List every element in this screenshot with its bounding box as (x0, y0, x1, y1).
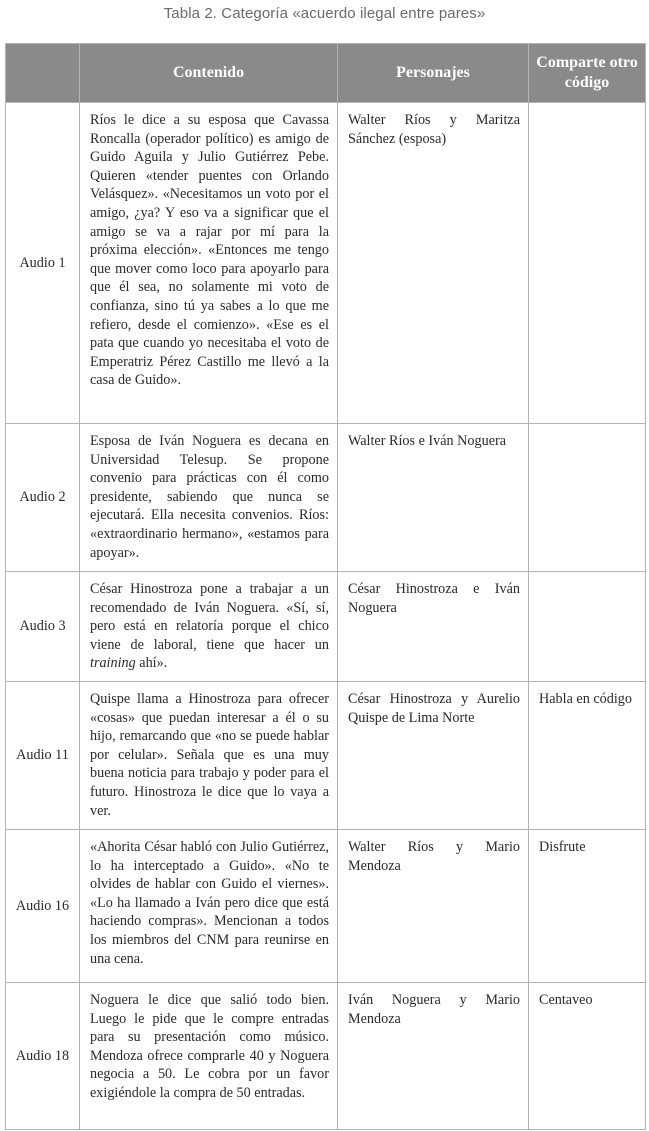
personajes-cell: Walter Ríos y Mario Mendoza (338, 830, 529, 983)
contenido-cell: «Ahorita César habló con Julio Gutiérrez, lo ha interceptado a Guido». «No te olvides de hablar con Guido el viernes». «Lo ha llamado a Iván pero dice que está haciendo compras». Mencionan a todos los miembros del CNM para reunirse en una cena. (80, 830, 338, 983)
contenido-cell: Quispe llama a Hinostroza para ofrecer «cosas» que puedan interesar a él o su hijo, remarcando que «no se puede hablar por celular». Señala que es una muy buena noticia para trabajo y poder para el futuro. Hinostroza le dice que lo vaya a ver. (80, 682, 338, 830)
table-row (6, 682, 646, 830)
personajes-cell: César Hinostroza y Aurelio Quispe de Lima Norte (338, 682, 529, 830)
table-row (6, 103, 646, 424)
contenido-cell (80, 572, 338, 682)
contenido-italic-text: training (90, 655, 136, 672)
table-row (6, 983, 646, 1130)
header-personajes: Personajes (338, 44, 529, 103)
header-contenido: Contenido (80, 44, 338, 103)
table-header-row (6, 44, 646, 103)
codigo-cell (529, 572, 646, 682)
codigo-cell: Habla en código (529, 682, 646, 830)
contenido-cell: Noguera le dice que salió todo bien. Luego le pide que le compre entradas para su presentación como músico. Mendoza ofrece comprarle 40 y Noguera negocia a 50. Le cobra por un favor exigiéndole la compra de 50 entradas. (80, 983, 338, 1130)
audio-cell: Audio 11 (6, 682, 80, 830)
audio-cell: Audio 16 (6, 830, 80, 983)
audio-cell: Audio 18 (6, 983, 80, 1130)
contenido-cell: Ríos le dice a su esposa que Cavassa Roncalla (operador político) es amigo de Guido Aguila y Julio Gutiérrez Pebe. Quieren «tender puentes con Orlando Velásquez». «Necesitamos un voto por el amigo, ¿ya? Y eso va a significar que el amigo se va a rajar por mí para la próxima elección». «Entonces me tengo que mover como loco para apoyarlo para que él sea, no solamente mi voto de confianza, sino tú ya sabes a lo que me refiero, desde el comienzo». «Ese es el pata que cuando yo necesitaba el voto de Emperatriz Pérez Castillo me llevó a la casa de Guido». (80, 103, 338, 424)
codigo-cell (529, 103, 646, 424)
table-row (6, 424, 646, 572)
table-caption: Tabla 2. Categoría «acuerdo ilegal entre pares» (163, 5, 486, 22)
personajes-cell: Walter Ríos e Iván Noguera (338, 424, 529, 572)
audio-cell: Audio 1 (6, 103, 80, 424)
header-comparte-codigo: Comparte otro código (529, 44, 646, 103)
codigo-cell: Disfrute (529, 830, 646, 983)
personajes-cell: César Hinostroza e Iván Noguera (338, 572, 529, 682)
personajes-cell: Iván Noguera y Mario Mendoza (338, 983, 529, 1130)
table-row (6, 572, 646, 682)
category-table (5, 43, 646, 1130)
contenido-cell: Esposa de Iván Noguera es decana en Universidad Telesup. Se propone convenio para prácticas con él como presidente, sabiendo que nunca se ejecutará. Ella necesita convenios. Ríos: «extraordinario hermano», «estamos para apoyar». (80, 424, 338, 572)
codigo-cell: Centaveo (529, 983, 646, 1130)
contenido-text: César Hinostroza pone a trabajar a un recomendado de Iván Noguera. «Sí, sí, pero está en relatoría porque el chico viene de laboral, tiene que hacer un (90, 581, 329, 653)
header-audio (6, 44, 80, 103)
contenido-text: ahí». (135, 655, 168, 672)
table-row (6, 830, 646, 983)
codigo-cell (529, 424, 646, 572)
audio-cell: Audio 3 (6, 572, 80, 682)
personajes-cell: Walter Ríos y Maritza Sánchez (esposa) (338, 103, 529, 424)
audio-cell: Audio 2 (6, 424, 80, 572)
